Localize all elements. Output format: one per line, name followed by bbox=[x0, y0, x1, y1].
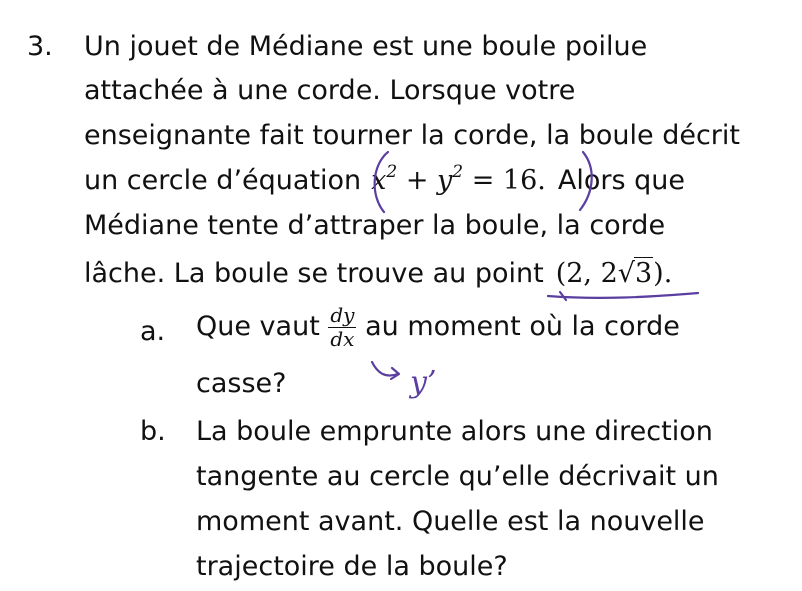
ink-underline bbox=[548, 293, 698, 298]
problem-line-5: Médiane tente d’attraper la boule, la corde bbox=[84, 210, 666, 241]
circle-equation bbox=[371, 162, 546, 196]
problem-line-3: enseignante fait tourner la corde, la boule décrit bbox=[84, 120, 740, 151]
sqrt-symbol: √3 bbox=[617, 258, 653, 289]
problem-line-1: Un jouet de Médiane est une boule poilue bbox=[84, 31, 648, 62]
problem-line-4 bbox=[84, 162, 685, 196]
point-close: ). bbox=[653, 258, 673, 289]
eq-y-exp: 2 bbox=[452, 162, 464, 182]
point-open: (2, 2 bbox=[555, 258, 618, 289]
line-6-text-before: lâche. La boule se trouve au point bbox=[84, 258, 544, 289]
part-b-line-3: moment avant. Quelle est la nouvelle bbox=[196, 506, 705, 537]
handwritten-note: y’ bbox=[410, 365, 437, 400]
frac-denominator: dx bbox=[330, 327, 355, 351]
sqrt-argument: 3 bbox=[634, 258, 653, 289]
point-coordinates bbox=[556, 258, 673, 289]
derivative-fraction bbox=[328, 305, 356, 350]
problem-line-2: attachée à une corde. Lorsque votre bbox=[84, 75, 576, 106]
part-b-label: b. bbox=[140, 416, 166, 447]
eq-plus: + bbox=[397, 165, 438, 196]
part-a-text-after: au moment où la corde bbox=[365, 311, 680, 342]
eq-equals: = bbox=[463, 165, 503, 196]
part-a-text-before: Que vaut bbox=[196, 311, 320, 342]
part-b-line-2: tangente au cercle qu’elle décrivait un bbox=[196, 461, 719, 492]
ink-underline-tick bbox=[560, 292, 566, 300]
ink-arrow bbox=[372, 362, 398, 376]
problem-number: 3. bbox=[27, 31, 53, 62]
part-a-line-2: casse? bbox=[196, 368, 287, 399]
problem-line-6 bbox=[84, 260, 672, 287]
part-a-line-1 bbox=[196, 305, 680, 350]
line-4-text-before: un cercle d’équation bbox=[84, 165, 362, 196]
line-4-text-after: Alors que bbox=[557, 165, 685, 196]
part-b-line-4: trajectoire de la boule? bbox=[196, 551, 508, 582]
eq-x-exp: 2 bbox=[386, 162, 398, 182]
frac-numerator: dy bbox=[330, 303, 355, 327]
part-a-label: a. bbox=[140, 316, 166, 347]
ink-arrow-head bbox=[391, 368, 399, 379]
eq-rhs: 16. bbox=[502, 165, 546, 196]
part-b-line-1: La boule emprunte alors une direction bbox=[196, 416, 713, 447]
eq-x: x bbox=[371, 165, 387, 196]
eq-y: y bbox=[437, 165, 453, 196]
